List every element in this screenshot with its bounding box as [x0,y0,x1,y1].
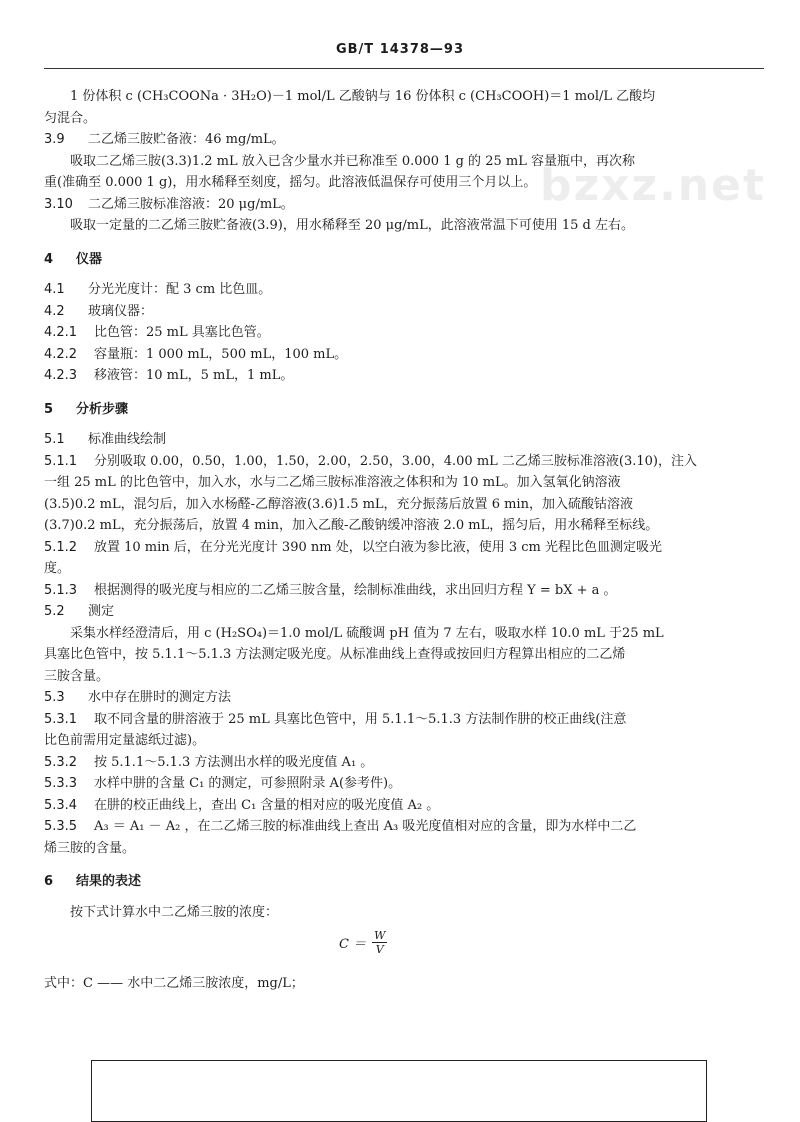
clause-text: 取不同含量的肼溶液于 25 mL 具塞比色管中，用 5.1.1～5.1.3 方法制作肼的校正曲线(注意 [94,711,627,727]
clause-5-1-2 [44,537,764,559]
clause-number: 5.1.3 [44,582,78,598]
text-line: 重(准确至 0.000 1 g)，用水稀释至刻度，摇匀。此溶液低温保存可使用三个月以上。 [44,175,537,190]
clause-text: 容量瓶：1 000 mL，500 mL，100 mL。 [94,346,348,362]
clause-number: 5.1.1 [44,453,78,469]
clause-number: 4.2.2 [44,346,78,362]
clause-text: 二乙烯三胺贮备液：46 mg/mL。 [88,132,285,147]
clause-number: 5.1.2 [44,539,78,555]
clause-text: 测定 [88,604,115,619]
formula-fraction [372,929,387,956]
text-line: 三胺含量。 [44,668,110,684]
formula-numerator: W [374,929,386,942]
clause-4-1 [44,279,764,301]
clause-3-10 [44,194,764,216]
text-line: 具塞比色管中，按 5.1.1～5.1.3 方法测定吸光度。从标准曲线上查得或按回归方程算出相应的二乙烯 [44,647,626,662]
formula-lhs: C ＝ [339,937,367,952]
text-line: (3.7)0.2 mL，充分振荡后，放置 4 min，加入乙酸-乙酸钠缓冲溶液 2.0 mL，摇匀后，用水稀释至标线。 [44,518,659,533]
clause-4-2-3 [44,365,764,387]
text-line: 度。 [44,561,71,576]
clause-number: 5.3.2 [44,754,78,770]
clause-4-2 [44,301,764,323]
clause-number: 4.2.3 [44,368,78,383]
clause-number: 5.3 [44,690,65,705]
clause-number: 5.2 [44,604,65,619]
bottom-frame [91,1060,707,1122]
section-title: 分析步骤 [76,401,129,417]
clause-number: 5.3.1 [44,711,78,727]
clause-text: 根据测得的吸光度与相应的二乙烯三胺含量，绘制标准曲线，求出回归方程 Y = bX + a 。 [94,582,617,598]
formula-denominator: V [375,943,384,956]
clause-number: 4.1 [44,282,65,297]
clause-number: 3.9 [44,132,65,147]
text-line: 比色前需用定量滤纸过滤)。 [44,733,206,748]
header-rule [44,68,764,69]
section-6-heading [44,871,764,893]
clause-text: 玻璃仪器： [88,303,154,319]
section-number: 5 [44,401,54,417]
clause-5-3-1 [44,709,764,731]
clause-number: 3.10 [44,196,73,212]
section-number: 6 [44,874,54,889]
clause-number: 4.2 [44,303,65,319]
text-line: (3.5)0.2 mL，混匀后，加入水杨醛-乙醇溶液(3.6)1.5 mL，充分振荡后放置 6 min，加入硫酸钴溶液 [44,496,633,512]
clause-text: 按 5.1.1～5.1.3 方法测出水样的吸光度值 A₁ 。 [94,754,374,770]
text-line: 烯三胺的含量。 [44,840,136,856]
text-line: 1 份体积 c (CH₃COONa · 3H₂O)－1 mol/L 乙酸钠与 16 份体积 c (CH₃COOH)＝1 mol/L 乙酸均 [70,89,656,104]
section-number: 4 [44,251,54,267]
clause-text: 水中存在肼时的测定方法 [88,690,232,705]
clause-5-3-5 [44,816,764,838]
clause-4-2-2 [44,344,764,366]
clause-text: 水样中肼的含量 C₁ 的测定，可参照附录 A(参考件)。 [94,776,402,791]
clause-5-2 [44,601,764,623]
text-line: 一组 25 mL 的比色管中，加入水，水与二乙烯三胺标准溶液之体积和为 10 mL。加入氢氧化钠溶液 [44,475,621,490]
section-title: 仪器 [76,251,103,267]
text-line: 采集水样经澄清后，用 c (H₂SO₄)＝1.0 mol/L 硫酸调 pH 值为 7 左右，吸取水样 10.0 mL 于25 mL [70,625,664,641]
formula-legend: 式中：C —— 水中二乙烯三胺浓度，mg/L； [44,976,304,991]
clause-text: 移液管：10 mL，5 mL，1 mL。 [94,368,294,383]
clause-5-3-4 [44,795,764,817]
clause-number: 5.3.4 [44,797,78,813]
clause-5-3-2 [44,752,764,774]
clause-number: 5.3.5 [44,819,78,834]
document-body [44,86,767,995]
clause-number: 5.1 [44,432,65,447]
watermark: bzxz.net [540,160,767,211]
concentration-formula [44,923,764,973]
clause-5-1-1 [44,451,764,473]
clause-5-3 [44,687,764,709]
text-line: 按下式计算水中二乙烯三胺的浓度： [70,904,279,920]
clause-text: A₃ ＝ A₁ － A₂ ，在二乙烯三胺的标准曲线上查出 A₃ 吸光度值相对应的含量，即为水样中二乙 [94,819,637,834]
clause-5-3-3 [44,773,764,795]
section-title: 结果的表述 [76,874,142,889]
clause-text: 分光光度计：配 3 cm 比色皿。 [88,282,272,297]
section-5-heading [44,399,764,421]
text-line: 吸取一定量的二乙烯三胺贮备液(3.9)，用水稀释至 20 μg/mL，此溶液常温下可使用 15 d 左右。 [70,218,634,233]
clause-5-1-3 [44,580,764,602]
section-4-heading [44,249,764,271]
text-line: 吸取二乙烯三胺(3.3)1.2 mL 放入已含少量水并已称准至 0.000 1 g 的 25 mL 容量瓶中，再次称 [70,153,635,169]
clause-text: 在肼的校正曲线上，查出 C₁ 含量的相对应的吸光度值 A₂ 。 [94,797,440,813]
clause-5-1 [44,429,764,451]
clause-text: 二乙烯三胺标准溶液：20 μg/mL。 [88,196,294,212]
clause-text: 放置 10 min 后，在分光光度计 390 nm 处，以空白液为参比液，使用 3 cm 光程比色皿测定吸光 [94,539,662,555]
clause-number: 5.3.3 [44,776,78,791]
clause-4-2-1 [44,322,764,344]
clause-text: 比色管：25 mL 具塞比色管。 [94,325,270,340]
clause-3-9 [44,129,764,151]
text-line: 匀混合。 [44,110,97,126]
clause-number: 4.2.1 [44,325,78,340]
clause-text: 分别吸取 0.00，0.50，1.00，1.50，2.00，2.50，3.00，4.00 mL 二乙烯三胺标准溶液(3.10)，注入 [94,453,698,469]
standard-code-header: GB/T 14378—93 [335,42,465,57]
clause-text: 标准曲线绘制 [88,432,167,447]
